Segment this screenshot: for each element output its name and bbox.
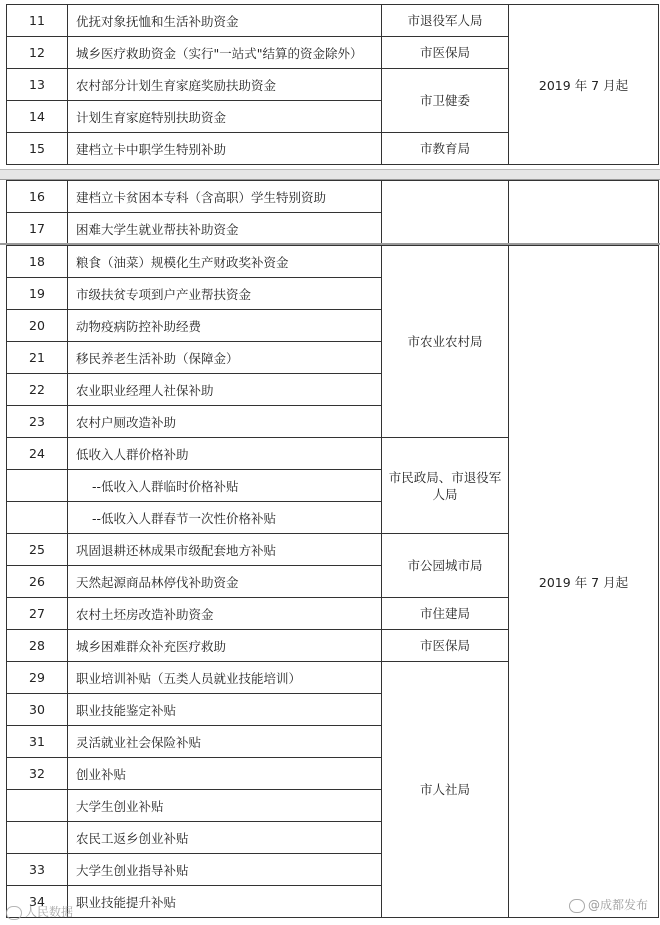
row-number: 29: [7, 662, 68, 694]
item-name: 大学生创业补贴: [68, 790, 382, 822]
row-number: 30: [7, 694, 68, 726]
row-number: 25: [7, 534, 68, 566]
department: 市民政局、市退役军人局: [382, 438, 509, 534]
item-name: 农村户厕改造补助: [68, 406, 382, 438]
item-name: 职业技能鉴定补贴: [68, 694, 382, 726]
row-number: [7, 470, 68, 502]
item-name: 职业培训补贴（五类人员就业技能培训）: [68, 662, 382, 694]
row-number: 28: [7, 630, 68, 662]
row-number: 12: [7, 37, 68, 69]
department: 市医保局: [382, 630, 509, 662]
table-row: [7, 246, 659, 278]
item-name: --低收入人群临时价格补贴: [68, 470, 382, 502]
row-number: 33: [7, 854, 68, 886]
row-number: [7, 790, 68, 822]
row-number: 19: [7, 278, 68, 310]
row-number: 23: [7, 406, 68, 438]
row-number: 11: [7, 5, 68, 37]
watermark-right-text: @成都发布: [587, 898, 648, 912]
item-name: 粮食（油菜）规模化生产财政奖补资金: [68, 246, 382, 278]
row-number: 22: [7, 374, 68, 406]
department: 市教育局: [382, 133, 509, 165]
item-name: 城乡困难群众补充医疗救助: [68, 630, 382, 662]
start-time: [509, 181, 659, 245]
item-name: 低收入人群价格补助: [68, 438, 382, 470]
row-number: 16: [7, 181, 68, 213]
item-name: 优抚对象抚恤和生活补助资金: [68, 5, 382, 37]
subsidy-table-part-2: [6, 180, 659, 245]
item-name: 巩固退耕还林成果市级配套地方补贴: [68, 534, 382, 566]
item-name: 动物疫病防控补助经费: [68, 310, 382, 342]
item-name: 灵活就业社会保险补贴: [68, 726, 382, 758]
row-number: 13: [7, 69, 68, 101]
row-number: 14: [7, 101, 68, 133]
table-row: [7, 181, 659, 213]
item-name: 建档立卡中职学生特别补助: [68, 133, 382, 165]
item-name: 大学生创业指导补贴: [68, 854, 382, 886]
row-number: 34: [7, 886, 68, 918]
item-name: 市级扶贫专项到户产业帮扶资金: [68, 278, 382, 310]
watermark-right: [569, 896, 648, 913]
item-name: 困难大学生就业帮扶补助资金: [68, 213, 382, 245]
department: [382, 181, 509, 245]
row-number: 15: [7, 133, 68, 165]
page-break-band: [0, 169, 660, 180]
department: 市人社局: [382, 662, 509, 918]
item-name: 城乡医疗救助资金（实行"一站式"结算的资金除外）: [68, 37, 382, 69]
row-number: [7, 502, 68, 534]
row-number: 24: [7, 438, 68, 470]
department: 市退役军人局: [382, 5, 509, 37]
item-name: 农业职业经理人社保补助: [68, 374, 382, 406]
table-row: [7, 5, 659, 37]
weibo-icon: [569, 899, 585, 913]
department: 市卫健委: [382, 69, 509, 133]
item-name: 职业技能提升补贴: [68, 886, 382, 918]
item-name: 创业补贴: [68, 758, 382, 790]
item-name: 建档立卡贫困本专科（含高职）学生特别资助: [68, 181, 382, 213]
item-name: 移民养老生活补助（保障金）: [68, 342, 382, 374]
weibo-icon: [6, 906, 22, 920]
department: 市农业农村局: [382, 246, 509, 438]
row-number: 18: [7, 246, 68, 278]
item-name: 天然起源商品林停伐补助资金: [68, 566, 382, 598]
start-time: 2019 年 7 月起: [509, 5, 659, 165]
department: 市公园城市局: [382, 534, 509, 598]
subsidy-table-part-3: [6, 245, 659, 918]
row-number: [7, 822, 68, 854]
department: 市住建局: [382, 598, 509, 630]
row-number: 20: [7, 310, 68, 342]
item-name: --低收入人群春节一次性价格补贴: [68, 502, 382, 534]
item-name: 计划生育家庭特别扶助资金: [68, 101, 382, 133]
row-number: 31: [7, 726, 68, 758]
item-name: 农村部分计划生育家庭奖励扶助资金: [68, 69, 382, 101]
row-number: 32: [7, 758, 68, 790]
item-name: 农村土坯房改造补助资金: [68, 598, 382, 630]
row-number: 21: [7, 342, 68, 374]
row-number: 27: [7, 598, 68, 630]
subsidy-table-part-1: [6, 4, 659, 165]
department: 市医保局: [382, 37, 509, 69]
start-time: 2019 年 7 月起: [509, 246, 659, 918]
row-number: 17: [7, 213, 68, 245]
item-name: 农民工返乡创业补贴: [68, 822, 382, 854]
watermark-left-text: 人民数据: [25, 905, 74, 919]
row-number: 26: [7, 566, 68, 598]
watermark-left: [6, 903, 73, 920]
